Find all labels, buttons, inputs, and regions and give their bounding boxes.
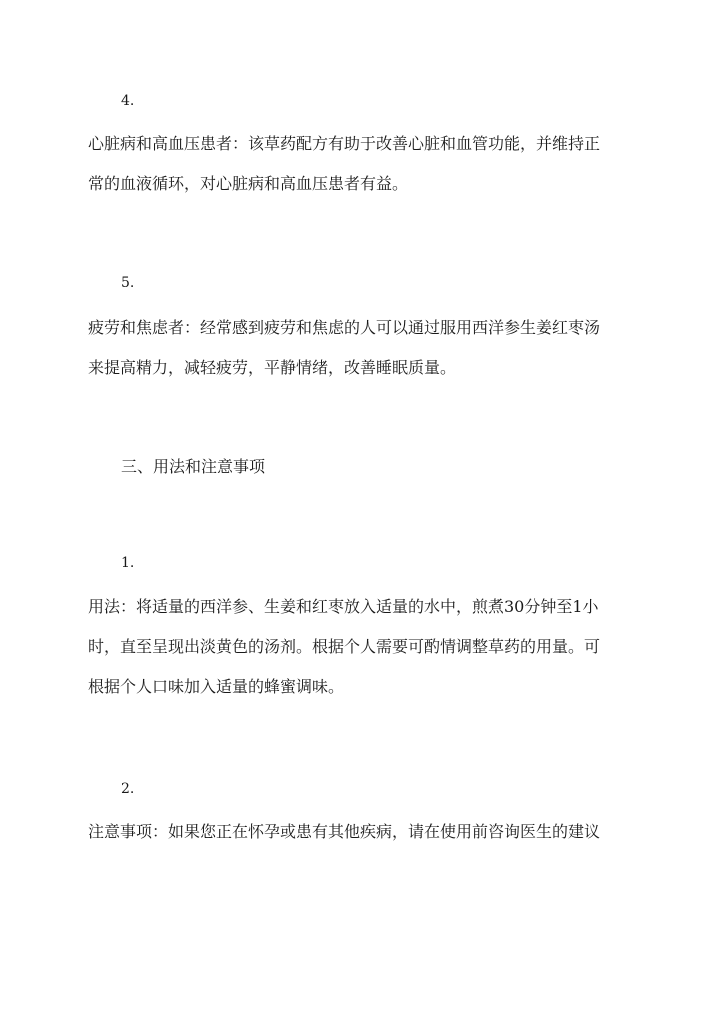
paragraph-heart-disease bbox=[88, 134, 648, 214]
paragraph-line: 用法：将适量的西洋参、生姜和红枣放入适量的水中，煎煮30分钟至1小 bbox=[88, 597, 599, 616]
paragraph-line: 心脏病和高血压患者：该草药配方有助于改善心脏和血管功能，并维持正 bbox=[88, 134, 601, 153]
paragraph-precautions bbox=[88, 822, 648, 862]
paragraph-line: 时，直至呈现出淡黄色的汤剂。根据个人需要可酌情调整草药的用量。可 bbox=[88, 637, 601, 656]
paragraph-line: 疲劳和焦虑者：经常感到疲劳和焦虑的人可以通过服用西洋参生姜红枣汤 bbox=[88, 318, 601, 337]
list-number-2: 2. bbox=[121, 781, 135, 797]
paragraph-fatigue-anxiety bbox=[88, 318, 648, 398]
section-heading-usage: 三、用法和注意事项 bbox=[121, 457, 266, 476]
paragraph-line: 注意事项：如果您正在怀孕或患有其他疾病，请在使用前咨询医生的建议 bbox=[88, 822, 601, 841]
list-number-1: 1. bbox=[121, 555, 135, 571]
paragraph-usage bbox=[88, 597, 648, 717]
list-number-4: 4. bbox=[121, 93, 135, 109]
paragraph-line: 根据个人口味加入适量的蜂蜜调味。 bbox=[88, 677, 345, 696]
list-number-5: 5. bbox=[121, 275, 135, 291]
paragraph-line: 常的血液循环，对心脏病和高血压患者有益。 bbox=[88, 174, 409, 193]
paragraph-line: 来提高精力，减轻疲劳，平静情绪，改善睡眠质量。 bbox=[88, 358, 457, 377]
